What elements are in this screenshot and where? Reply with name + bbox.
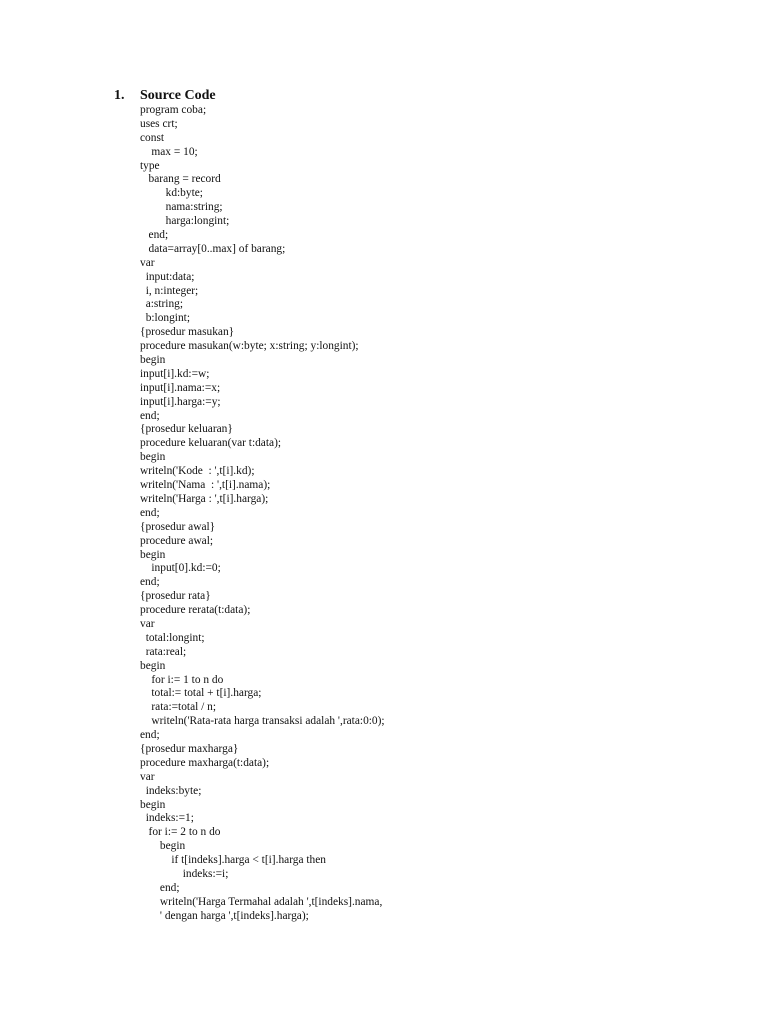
code-line: begin (140, 451, 166, 464)
code-line: begin (140, 659, 166, 672)
code-line: if t[indeks].harga < t[i].harga then (140, 854, 326, 867)
code-line: writeln('Nama : ',t[i].nama); (140, 479, 271, 492)
code-line: writeln('Harga Termahal adalah ',t[indeks].nama, (140, 895, 383, 908)
code-line: a:string; (140, 298, 184, 311)
code-line: procedure keluaran(var t:data); (140, 437, 282, 450)
code-line: total:longint; (140, 631, 205, 644)
section-heading (114, 87, 216, 105)
code-line: begin (140, 840, 186, 853)
code-line: writeln('Rata-rata harga transaksi adalah ',rata:0:0); (140, 715, 385, 728)
code-line: indeks:=1; (140, 812, 194, 825)
code-line: rata:=total / n; (140, 701, 217, 714)
code-line: kd:byte; (140, 187, 203, 200)
code-line: program coba; (140, 104, 207, 116)
code-line: var (140, 617, 155, 630)
code-line: {prosedur awal} (140, 520, 216, 533)
code-line: i, n:integer; (140, 284, 199, 297)
code-line: data=array[0..max] of barang; (140, 242, 286, 255)
code-line: ' dengan harga ',t[indeks].harga); (140, 909, 309, 922)
code-line: end; (140, 576, 160, 589)
code-line: {prosedur rata} (140, 590, 211, 603)
code-line: input[i].harga:=y; (140, 395, 221, 408)
code-line: b:longint; (140, 312, 190, 325)
code-line: max = 10; (140, 145, 198, 158)
code-line: begin (140, 548, 166, 561)
code-line: {prosedur masukan} (140, 326, 235, 339)
code-line: input:data; (140, 270, 195, 283)
code-line: procedure masukan(w:byte; x:string; y:longint); (140, 340, 359, 353)
code-line: end; (140, 729, 160, 742)
code-line: writeln('Kode : ',t[i].kd); (140, 465, 255, 478)
code-line: end; (140, 506, 160, 519)
code-line: indeks:byte; (140, 784, 202, 797)
code-line: input[i].nama:=x; (140, 381, 221, 394)
code-line: var (140, 256, 155, 269)
code-line: begin (140, 798, 166, 811)
code-line: end; (140, 881, 180, 894)
code-line: writeln('Harga : ',t[i].harga); (140, 492, 269, 505)
code-line: rata:real; (140, 645, 187, 658)
code-line: input[i].kd:=w; (140, 367, 210, 380)
code-line: end; (140, 409, 160, 422)
code-line: total:= total + t[i].harga; (140, 687, 262, 700)
code-line: procedure awal; (140, 534, 214, 547)
code-line: barang = record (140, 173, 221, 186)
code-line: {prosedur keluaran} (140, 423, 233, 436)
code-line: {prosedur maxharga} (140, 742, 239, 755)
source-code-block (140, 104, 740, 924)
code-line: harga:longint; (140, 215, 230, 228)
code-line: for i:= 2 to n do (140, 826, 221, 839)
code-line: for i:= 1 to n do (140, 673, 224, 686)
code-line: end; (140, 229, 169, 242)
code-line: input[0].kd:=0; (140, 562, 221, 575)
code-line: procedure maxharga(t:data); (140, 756, 270, 769)
code-line: uses crt; (140, 117, 178, 130)
code-line: procedure rerata(t:data); (140, 604, 251, 617)
section-title: Source Code (140, 88, 216, 103)
code-line: type (140, 159, 160, 172)
code-line: begin (140, 354, 166, 367)
code-line: const (140, 131, 165, 144)
code-line: indeks:=i; (140, 867, 229, 880)
code-line: nama:string; (140, 201, 223, 214)
code-line: var (140, 770, 155, 783)
section-number: 1. (114, 88, 125, 103)
